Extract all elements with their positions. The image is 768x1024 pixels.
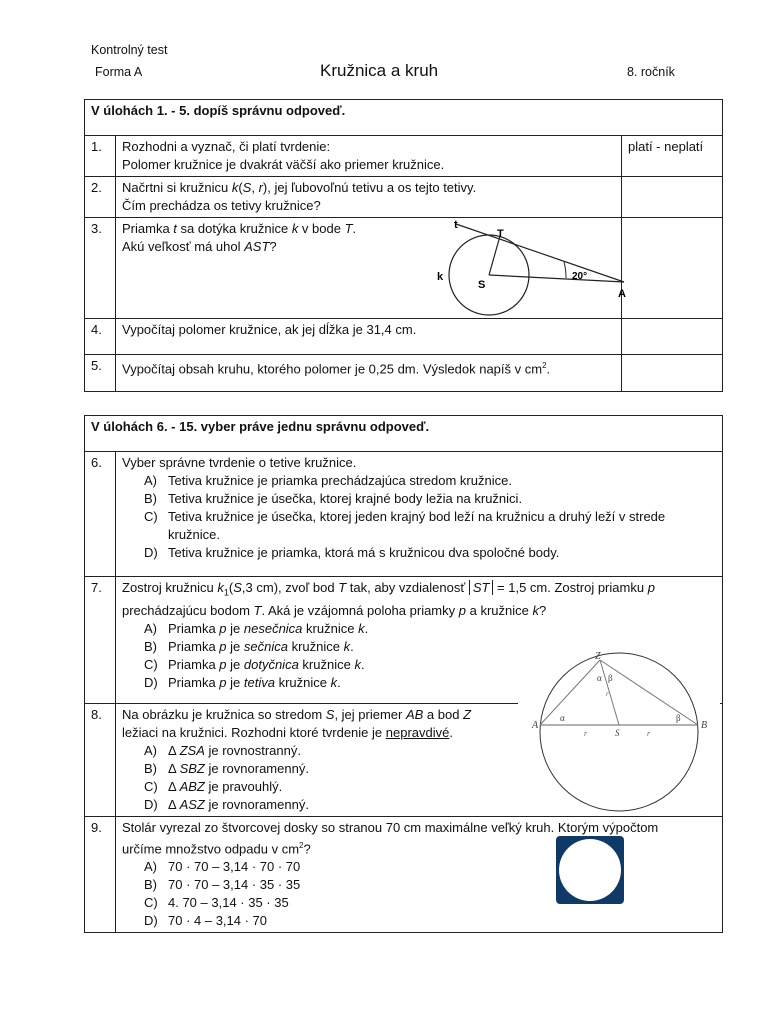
diameter-figure xyxy=(518,648,720,812)
q3-answer-cell[interactable] xyxy=(622,218,723,319)
q7-number: 7. xyxy=(85,577,116,704)
cut-circle xyxy=(559,839,621,901)
answer-header: platí - neplatí xyxy=(622,136,723,177)
q9-option-a[interactable]: A) 70 · 70 – 3,14 · 70 · 70 xyxy=(144,859,301,875)
q5-answer-cell[interactable] xyxy=(622,355,723,392)
question-2 xyxy=(85,177,723,218)
label-beta-B: β xyxy=(676,713,681,723)
q1-line2: Polomer kružnice je dvakrát väčší ako priemer kružnice. xyxy=(122,157,445,172)
q6-body xyxy=(116,452,723,577)
q6-option-c[interactable]: C) Tetiva kružnice je úsečka, ktorej jeden krajný bod leží na kružnicu a druhý leží v strede kružnice. xyxy=(144,509,666,542)
tangent-figure xyxy=(396,218,626,319)
label-r-mid: r xyxy=(606,690,609,698)
question-3 xyxy=(85,218,723,319)
q2-number: 2. xyxy=(85,177,116,218)
label-k: k xyxy=(437,271,444,283)
label-r-right: r xyxy=(647,729,651,738)
q1-number: 1. xyxy=(85,136,116,177)
q8-body: Na obrázku je kružnica so stredom S, jej priemer AB a bod Z ležiaci na kružnici. Rozhodni ktoré tvrdenie je nepravdivé. A) Δ ZSA je rovnostranný. B) Δ SBZ je rovnoramenný. C) Δ ABZ je pravouhlý. D) Δ ASZ je rovnoramenný. xyxy=(116,704,723,817)
label-beta-Z: β xyxy=(608,673,613,683)
label-alpha-Z: α xyxy=(597,673,602,683)
label-A: A xyxy=(532,720,539,731)
q8-option-b[interactable]: B) Δ SBZ je rovnoramenný. xyxy=(144,761,309,776)
q7-option-a[interactable]: A) Priamka p je nesečnica kružnice k. xyxy=(144,620,369,636)
label-S: S xyxy=(615,728,620,738)
question-6 xyxy=(85,452,723,577)
grade: 8. ročník xyxy=(627,65,675,79)
test-form: Forma A xyxy=(95,65,143,79)
question-5 xyxy=(85,355,723,392)
q4-answer-cell[interactable] xyxy=(622,319,723,355)
label-r-left: r xyxy=(584,729,588,738)
question-1 xyxy=(85,136,723,177)
q9-line1: Stolár vyrezal zo štvorcovej dosky so stranou 70 cm maximálne veľký kruh. Ktorým výpočtom xyxy=(122,820,659,835)
q3-number: 3. xyxy=(85,218,116,319)
q7-body: Zostroj kružnicu $k_1(S,3$ cm), zvoľ bod T tak, aby vzdialenosť ST = 1,5 cm. Zostroj priamku p prechádzajúcu bodom T. Aká je vzájomná poloha priamky p a kružnice k? A) Priamka p je nesečnica kružnice k. B) Priamka p je sečnica kružnice k. C) Priamka p je dotyčnica kružnice k. D) Priamka p je tetiva kružnice k. xyxy=(116,577,723,704)
q9-option-b[interactable]: B) 70 · 70 – 3,14 · 35 · 35 xyxy=(144,877,301,893)
q1-line1: Rozhodni a vyznač, či platí tvrdenie: xyxy=(122,139,331,154)
label-S: S xyxy=(478,279,486,291)
q6-option-a[interactable]: A) Tetiva kružnice je priamka prechádzajúca stredom kružnice. xyxy=(144,473,512,488)
page-title: Kružnica a kruh xyxy=(320,61,439,80)
tangent-t xyxy=(456,224,624,282)
q7-option-d[interactable]: D) Priamka p je tetiva kružnice k. xyxy=(144,674,341,690)
q8-option-a[interactable]: A) Δ ZSA je rovnostranný. xyxy=(144,743,301,758)
question-4 xyxy=(85,319,723,355)
label-Z: Z xyxy=(595,651,601,662)
q4-text: Vypočítaj polomer kružnice, ak jej dĺžka je 31,4 cm. xyxy=(116,319,622,355)
radius-ST xyxy=(489,236,500,275)
q9-option-d[interactable]: D) 70 · 4 – 3,14 · 70 xyxy=(144,913,268,929)
q1-text xyxy=(116,136,622,177)
segment-SA xyxy=(489,275,624,282)
label-alpha-A: α xyxy=(560,713,565,723)
section2-heading: V úlohách 6. - 15. vyber práve jednu správnu odpoveď. xyxy=(85,416,723,452)
q8-option-c[interactable]: C) Δ ABZ je pravouhlý. xyxy=(144,779,283,794)
question-9 xyxy=(85,817,723,933)
q5-text: Vypočítaj obsah kruhu, ktorého polomer je 0,25 dm. Výsledok napíš v $cm^2$. xyxy=(116,355,622,392)
q6-number: 6. xyxy=(85,452,116,577)
test-type: Kontrolný test xyxy=(91,43,168,57)
q8-number: 8. xyxy=(85,704,116,817)
q6-option-b[interactable]: B) Tetiva kružnice je úsečka, ktorej krajné body ležia na kružnici. xyxy=(144,491,523,506)
angle-arc xyxy=(564,262,566,278)
q9-number: 9. xyxy=(85,817,116,933)
q2-text: Načrtni si kružnicu k(S, r), jej ľubovoľnú tetivu a os tejto tetivy. Čím prechádza os tetivy kružnice? xyxy=(116,177,622,218)
q8-option-d[interactable]: D) Δ ASZ je rovnoramenný. xyxy=(144,797,309,812)
q4-number: 4. xyxy=(85,319,116,355)
q7-option-c[interactable]: C) Priamka p je dotyčnica kružnice k. xyxy=(144,656,365,672)
square-board xyxy=(556,836,624,904)
q9-body: Stolár vyrezal zo štvorcovej dosky so stranou 70 cm maximálne veľký kruh. Ktorým výpočtom určíme množstvo odpadu v $cm^2$? A) 70 · 70 – 3,14 · 70 · 70 B) 70 · 70 – 3,14 · 35 · 35 C) 4. 70 – 3,14 · 35 · 35 D) 70 · 4 – 3,14 · 70 xyxy=(116,817,723,933)
q2-line2: Čím prechádza os tetivy kružnice? xyxy=(122,198,321,213)
q9-option-c[interactable]: C) 4. 70 – 3,14 · 35 · 35 xyxy=(144,895,289,911)
label-B: B xyxy=(701,720,708,731)
label-A: A xyxy=(618,288,626,300)
section1-table xyxy=(84,99,723,392)
label-angle: 20° xyxy=(572,271,588,282)
label-t: t xyxy=(454,219,458,231)
q5-number: 5. xyxy=(85,355,116,392)
q7-option-b[interactable]: B) Priamka p je sečnica kružnice k. xyxy=(144,638,354,654)
q6-text: Vyber správne tvrdenie o tetive kružnice. xyxy=(122,455,357,470)
q3-text: Priamka t sa dotýka kružnice k v bode T. Akú veľkosť má uhol AST? t T k S 20° A xyxy=(116,218,622,319)
section1-heading: V úlohách 1. - 5. dopíš správnu odpoveď. xyxy=(85,100,723,136)
q2-answer-cell[interactable] xyxy=(622,177,723,218)
label-T: T xyxy=(497,228,504,240)
q6-option-d[interactable]: D) Tetiva kružnice je priamka, ktorá má s kružnicou dva spoločné body. xyxy=(144,545,560,560)
